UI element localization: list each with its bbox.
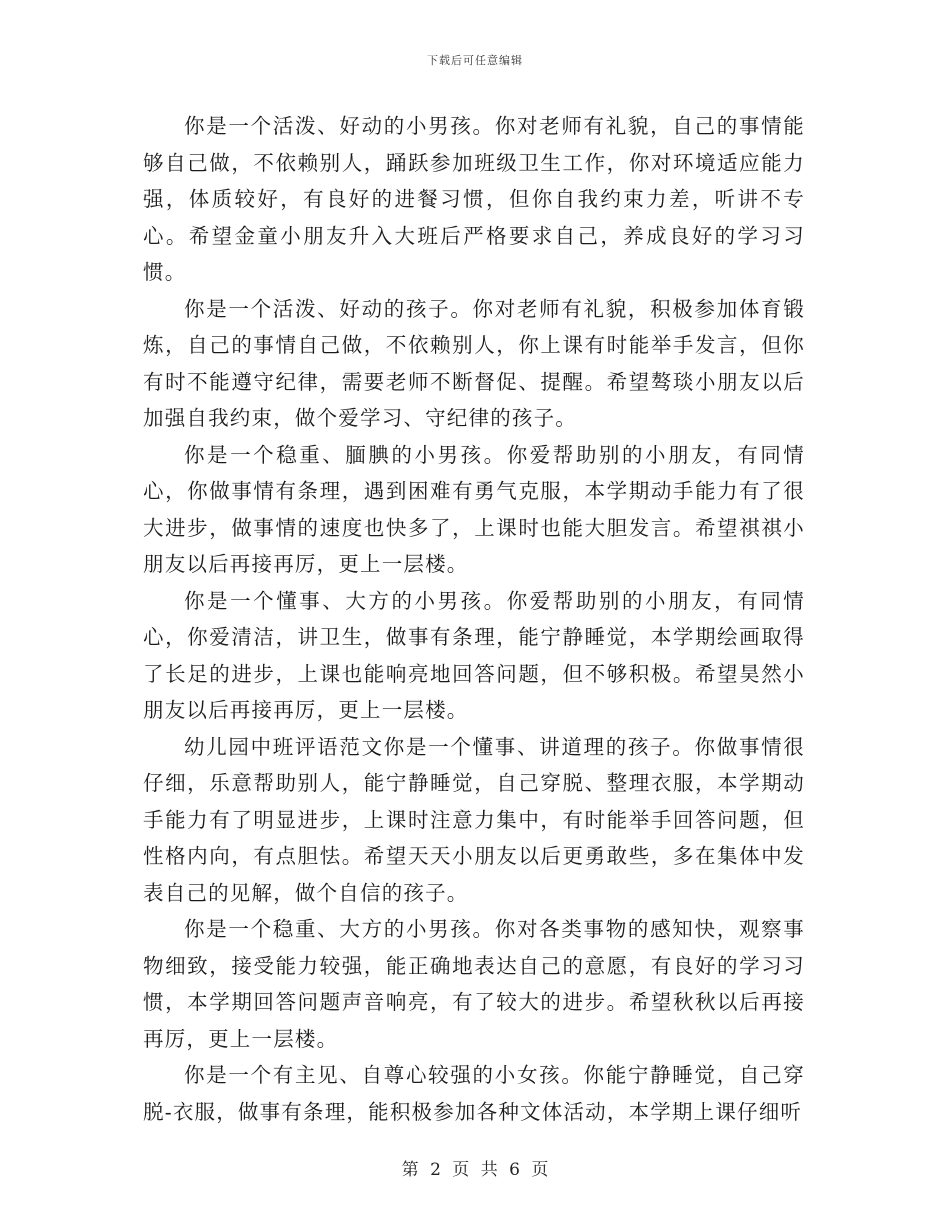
page-number-footer: 第 2 页 共 6 页 <box>401 1160 549 1180</box>
paragraph: 你是一个活泼、好动的孩子。你对老师有礼貌，积极参加体育锻炼，自己的事情自己做，不依赖别人，你上课有时能举手发言，但你有时不能遵守纪律，需要老师不断督促、提醒。希望骜琰小朋友以后加强自我约束，做个爱学习、守纪律的孩子。 <box>143 296 805 430</box>
header-note: 下载后可任意编辑 <box>427 54 523 67</box>
paragraph: 你是一个懂事、大方的小男孩。你爱帮助别的小朋友，有同情心，你爱清洁，讲卫生，做事有条理，能宁静睡觉，本学期绘画取得了长足的进步，上课也能响亮地回答问题，但不够积极。希望昊然小朋友以后再接再厉，更上一层楼。 <box>143 588 805 722</box>
paragraph: 你是一个稳重、腼腆的小男孩。你爱帮助别的小朋友，有同情心，你做事情有条理，遇到困难有勇气克服，本学期动手能力有了很大进步，做事情的速度也快多了，上课时也能大胆发言。希望祺祺小朋友以后再接再厉，更上一层楼。 <box>143 442 805 576</box>
paragraph: 幼儿园中班评语范文你是一个懂事、讲道理的孩子。你做事情很仔细，乐意帮助别人，能宁静睡觉，自己穿脱、整理衣服，本学期动手能力有了明显进步，上课时注意力集中，有时能举手回答问题，但性格内向，有点胆怯。希望天天小朋友以后更勇敢些，多在集体中发表自己的见解，做个自信的孩子。 <box>143 734 805 905</box>
paragraph: 你是一个有主见、自尊心较强的小女孩。你能宁静睡觉，自己穿脱-衣服，做事有条理，能积极参加各种文体活动，本学期上课仔细听 <box>143 1063 805 1124</box>
paragraph: 你是一个活泼、好动的小男孩。你对老师有礼貌，自己的事情能够自己做，不依赖别人，踊跃参加班级卫生工作，你对环境适应能力强，体质较好，有良好的进餐习惯，但你自我约束力差，听讲不专心。希望金童小朋友升入大班后严格要求自己，养成良好的学习习惯。 <box>143 114 805 284</box>
document-body <box>143 108 805 1130</box>
paragraph: 你是一个稳重、大方的小男孩。你对各类事物的感知快，观察事物细致，接受能力较强，能正确地表达自己的意愿，有良好的学习习惯，本学期回答问题声音响亮，有了较大的进步。希望秋秋以后再接再厉，更上一层楼。 <box>143 917 805 1051</box>
